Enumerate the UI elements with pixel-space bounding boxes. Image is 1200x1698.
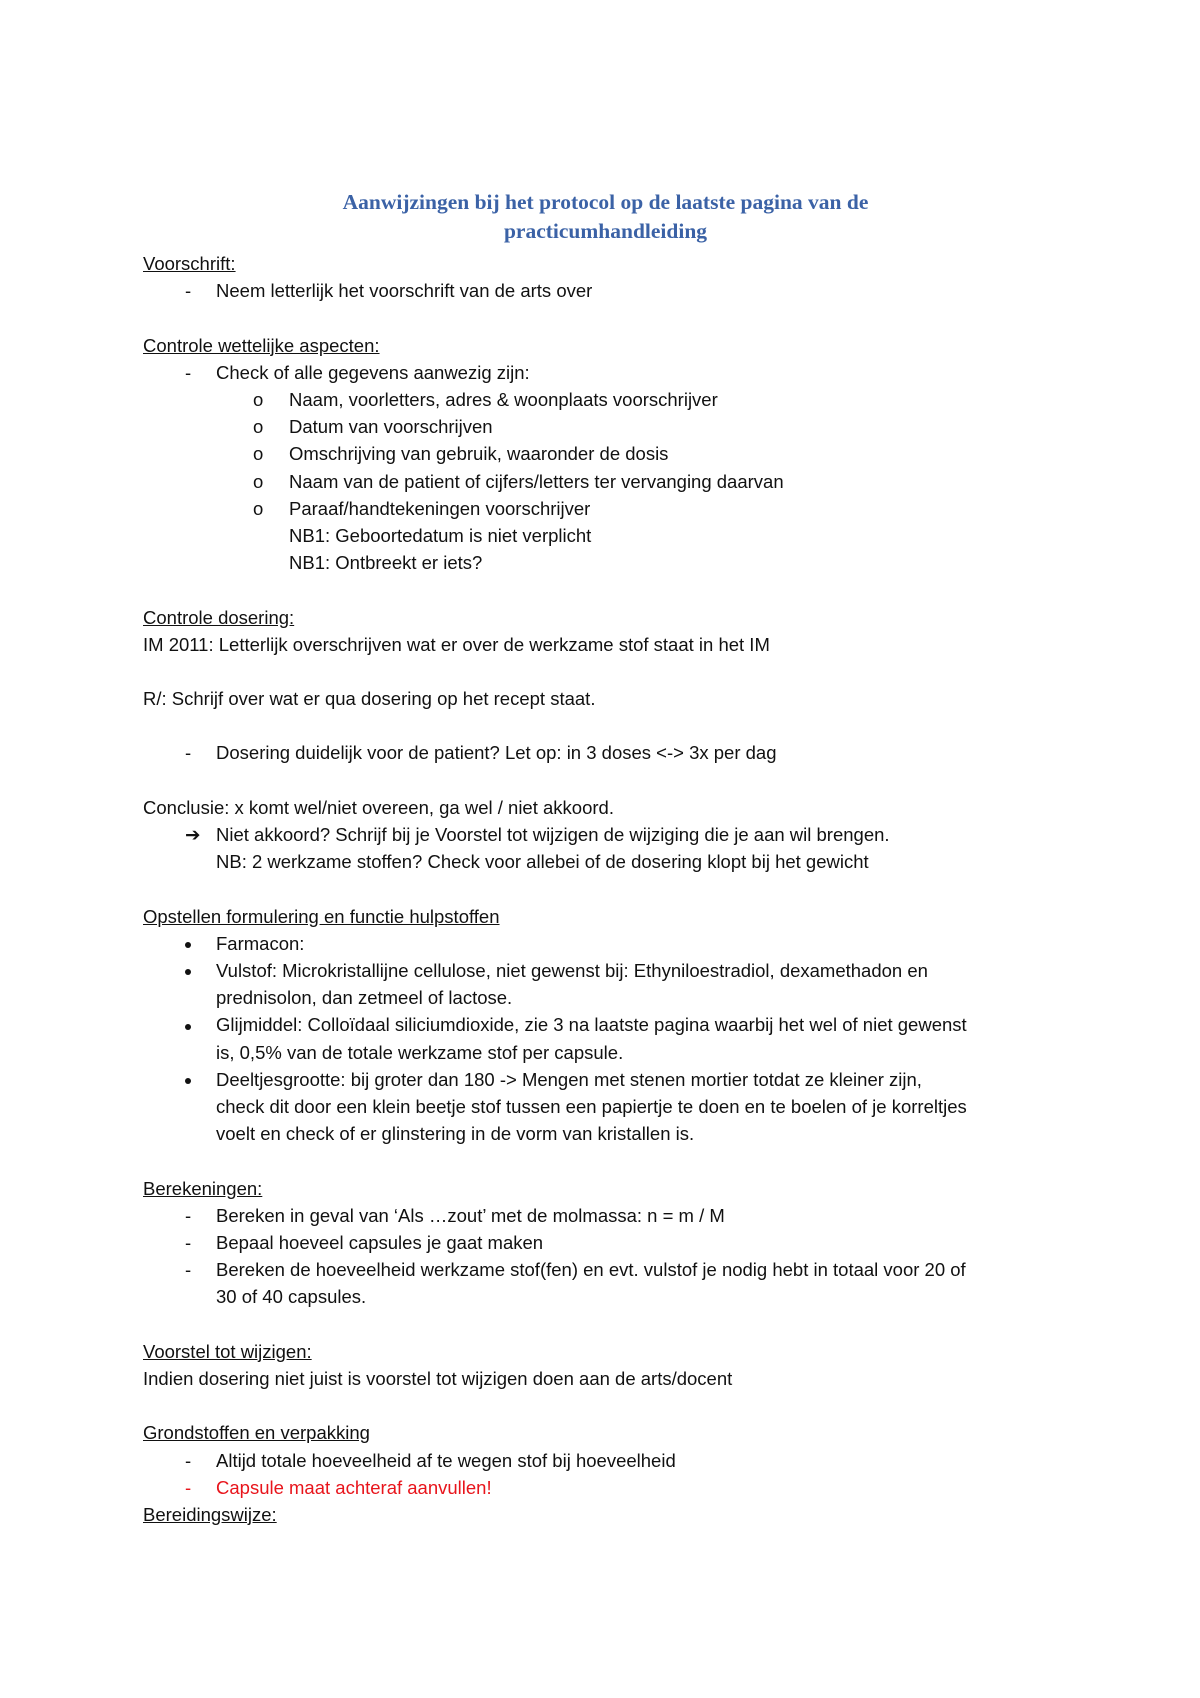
bullet-text: prednisolon, dan zetmeel of lactose.	[216, 987, 513, 1009]
bullet-item	[143, 1011, 1068, 1065]
warning-text: Capsule maat achteraf aanvullen!	[216, 1476, 492, 1498]
sub-list-item-text: Paraaf/handtekeningen voorschrijver	[289, 497, 591, 519]
list-item-text: Dosering duidelijk voor de patient? Let op: in 3 doses <-> 3x per dag	[216, 742, 777, 764]
arrow-right-icon: ➔	[185, 824, 201, 846]
paragraph-im: IM 2011: Letterlijk overschrijven wat er over de werkzame stof staat in het IM	[143, 633, 770, 655]
note-line: NB1: Geboortedatum is niet verplicht	[289, 524, 592, 546]
list-item-text: Check of alle gegevens aanwezig zijn:	[216, 361, 530, 383]
paragraph-recept: R/: Schrijf over wat er qua dosering op het recept staat.	[143, 688, 596, 710]
title-line-1: Aanwijzingen bij het protocol op de laatste pagina van de	[342, 190, 869, 214]
circle-marker: o	[253, 470, 264, 492]
circle-marker: o	[253, 388, 264, 410]
dash-marker: -	[185, 361, 192, 383]
paragraph-conclusie: Conclusie: x komt wel/niet overeen, ga wel / niet akkoord.	[143, 796, 614, 818]
document-content	[143, 188, 1068, 1528]
list-item	[143, 359, 1068, 386]
list-item-text: Bereken de hoeveelheid werkzame stof(fen) en evt. vulstof je nodig hebt in totaal voor 20 of	[216, 1259, 966, 1281]
dash-marker: -	[185, 1204, 192, 1226]
dash-marker: -	[185, 742, 192, 764]
heading-controle-dosering: Controle dosering:	[143, 606, 295, 628]
heading-opstellen: Opstellen formulering en functie hulpstoffen	[143, 905, 500, 927]
sub-list-item-text: Omschrijving van gebruik, waaronder de dosis	[289, 443, 669, 465]
dash-marker: -	[185, 1232, 192, 1254]
bullet-icon	[185, 1066, 191, 1093]
heading-berekeningen: Berekeningen:	[143, 1177, 263, 1199]
note-line: NB: 2 werkzame stoffen? Check voor allebei of de dosering klopt bij het gewicht	[216, 851, 869, 873]
list-item	[143, 1229, 1068, 1256]
dash-marker: -	[185, 1476, 192, 1498]
sub-list-item	[143, 495, 1068, 522]
bullet-icon	[185, 1011, 191, 1038]
dash-marker: -	[185, 1259, 192, 1281]
note-line: NB1: Ontbreekt er iets?	[289, 552, 483, 574]
page-title	[143, 188, 1068, 246]
list-item-warning	[143, 1474, 1068, 1501]
paragraph-voorstel: Indien dosering niet juist is voorstel tot wijzigen doen aan de arts/docent	[143, 1368, 733, 1390]
bullet-text: Farmacon:	[216, 932, 305, 954]
heading-voorstel: Voorstel tot wijzigen:	[143, 1340, 312, 1362]
bullet-text: Vulstof: Microkristallijne cellulose, niet gewenst bij: Ethyniloestradiol, dexamethadon en	[216, 960, 928, 982]
circle-marker: o	[253, 497, 264, 519]
bullet-text: Deeltjesgrootte: bij groter dan 180 -> Mengen met stenen mortier totdat ze kleiner zijn,	[216, 1068, 922, 1090]
bullet-icon	[185, 930, 191, 957]
dash-marker: -	[185, 280, 192, 302]
list-item	[143, 277, 1068, 304]
sub-list-item	[143, 468, 1068, 495]
list-item-text: Bereken in geval van ‘Als …zout’ met de molmassa: n = m / M	[216, 1204, 725, 1226]
bullet-text: voelt en check of er glinstering in de vorm van kristallen is.	[216, 1123, 695, 1145]
bullet-icon	[185, 957, 191, 984]
sub-list-item-text: Datum van voorschrijven	[289, 416, 493, 438]
arrow-list-item	[143, 821, 1068, 848]
heading-bereidingswijze: Bereidingswijze:	[143, 1503, 277, 1525]
list-item	[143, 1256, 1068, 1310]
heading-controle-wettelijk: Controle wettelijke aspecten:	[143, 334, 380, 356]
sub-list-item-text: Naam, voorletters, adres & woonplaats voorschrijver	[289, 388, 718, 410]
bullet-text: check dit door een klein beetje stof tussen een papiertje te doen en te boelen of je korreltjes	[216, 1096, 967, 1118]
circle-marker: o	[253, 443, 264, 465]
sub-list-item	[143, 413, 1068, 440]
title-line-2: practicumhandleiding	[503, 219, 708, 243]
bullet-item	[143, 930, 1068, 957]
heading-grondstoffen: Grondstoffen en verpakking	[143, 1422, 370, 1444]
bullet-text: is, 0,5% van de totale werkzame stof per capsule.	[216, 1041, 624, 1063]
bullet-item	[143, 1066, 1068, 1148]
arrow-item-text: Niet akkoord? Schrijf bij je Voorstel tot wijzigen de wijziging die je aan wil brengen.	[216, 824, 890, 846]
list-item-text: Bepaal hoeveel capsules je gaat maken	[216, 1232, 544, 1254]
list-item-text: Altijd totale hoeveelheid af te wegen stof bij hoeveelheid	[216, 1449, 676, 1471]
sub-list-item	[143, 440, 1068, 467]
bullet-text: Glijmiddel: Colloïdaal siliciumdioxide, zie 3 na laatste pagina waarbij het wel of niet gewenst	[216, 1014, 967, 1036]
circle-marker: o	[253, 416, 264, 438]
list-item	[143, 739, 1068, 766]
list-item-text: 30 of 40 capsules.	[216, 1286, 367, 1308]
list-item-text: Neem letterlijk het voorschrift van de arts over	[216, 280, 593, 302]
dash-marker: -	[185, 1449, 192, 1471]
list-item	[143, 1202, 1068, 1229]
sub-list-item-text: Naam van de patient of cijfers/letters ter vervanging daarvan	[289, 470, 784, 492]
sub-list-item	[143, 386, 1068, 413]
heading-voorschrift: Voorschrift:	[143, 253, 236, 274]
bullet-item	[143, 957, 1068, 1011]
list-item	[143, 1447, 1068, 1474]
